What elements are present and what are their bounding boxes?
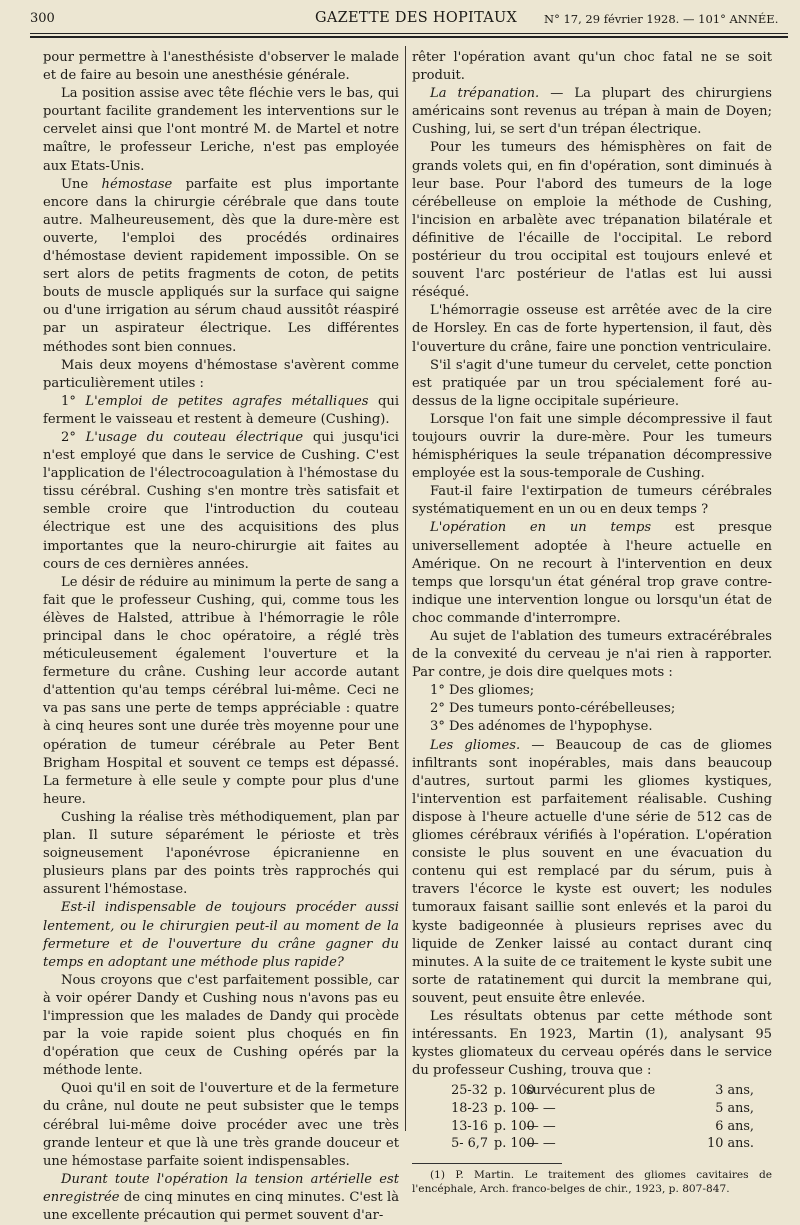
paragraph	[43, 429, 399, 574]
paragraph	[412, 483, 772, 519]
italic-text: hémostase	[101, 176, 173, 192]
table-cell-range: 18-23	[451, 1100, 488, 1116]
paragraph	[412, 302, 772, 356]
left-column	[43, 49, 399, 1225]
paragraph	[412, 737, 772, 1008]
text-run: Le désir de réduire au minimum la perte de sang a fait que le professeur Cushing, qui, comme tous les élèves de Halsted, attribue à l'hémorragie le rôle principal dans le choc opératoire, a réglé très méticuleusement également l'ouverture et la fermeture du crâne. Cushing leur accorde autant d'attention qu'au temps cérébral lui-même. Ceci ne va pas sans une perte de temps appréciable : quatre à cinq heures sont une durée très moyenne pour une opération de tumeur cérébrale au Peter Bent Brigham Hospital et souvent ce temps est dépassé. La fermeture à elle seule y compte pour plus d'une heure.	[43, 574, 399, 807]
paragraph	[412, 85, 772, 139]
italic-text: Les gliomes.	[430, 737, 521, 753]
text-run: qui jusqu'ici n'est employé que dans le service de Cushing. C'est l'application de l'électrocoagulation à l'hémostase du tissu cérébral. Cushing s'en montre très satisfait et semble croire que l'introduction du couteau électrique est une des acquisitions des plus importantes que la neuro-chirurgie ait faites au cours de ces dernières années.	[43, 429, 399, 572]
table-cell-range: 25-32	[451, 1083, 488, 1099]
column-divider	[405, 46, 406, 1131]
text-run: parfaite est plus importante encore dans la chirurgie cérébrale que dans toute autre. Malheureusement, dès que la dure-mère est ouverte, l'emploi des procédés ordinaires d'hémostase devient rapidement impossible. On se sert alors de petits fragments de coton, de petits bouts de muscle appliqués sur la surface qui saigne ou d'une irrigation au sérum chaud aussitôt réaspiré par un aspirateur électrique. Les différentes méthodes sont bien connues.	[43, 176, 399, 355]
text-run: La position assise avec tête fléchie vers le bas, qui pourtant facilite grandement les interventions sur le cervelet ainsi que l'ont montré M. de Martel et notre maître, le professeur Leriche, n'est pas employée aux Etats-Unis.	[43, 86, 399, 174]
text-run: S'il s'agit d'une tumeur du cervelet, cette ponction est pratiquée par un trou spécialement foré au-dessus de la ligne occipitale supérieure.	[412, 357, 772, 409]
text-run: Une	[61, 176, 102, 192]
paragraph	[412, 700, 772, 718]
paragraph	[43, 1171, 399, 1225]
text-run: 1°	[61, 393, 86, 409]
paragraph	[412, 49, 772, 85]
text-run: Les résultats obtenus par cette méthode sont intéressants. En 1923, Martin (1), analysant 95 kystes gliomateux du cerveau opérés dans le service du professeur Cushing, trouva que :	[412, 1008, 772, 1079]
table-cell-text: — —	[526, 1136, 556, 1152]
italic-text: La trépanation.	[430, 86, 540, 102]
journal-title: GAZETTE DES HOPITAUX	[315, 10, 518, 26]
footnote: (1) P. Martin. Le traitement des gliomes cavitaires de l'encéphale, Arch. franco-belges de chir., 1923, p. 807-847.	[412, 1168, 772, 1196]
table-cell-unit: p. 100	[494, 1083, 535, 1099]
survival-table	[438, 1082, 772, 1152]
paragraph	[43, 972, 399, 1081]
paragraph	[43, 809, 399, 899]
text-run: Quoi qu'il en soit de l'ouverture et de la fermeture du crâne, nul doute ne peut subsister que le temps cérébral lui-même doive procéder avec une très grande lenteur et que là une très grande douceur et une hémostase parfaite soient indispensables.	[43, 1081, 399, 1169]
table-cell-range: 13-16	[451, 1118, 488, 1134]
italic-text: Est-il indispensable de toujours procéder aussi lentement, ou le chirurgien peut-il au moment de la fermeture et de l'ouverture du crâne gagner du temps en adoptant une méthode plus rapide?	[43, 900, 399, 970]
text-run: 3° Des adénomes de l'hypophyse.	[430, 719, 653, 735]
text-run: de cinq minutes en cinq minutes. C'est là une excellente précaution qui permet souvent d'ar-	[43, 1189, 399, 1223]
text-run: rêter l'opération avant qu'un choc fatal ne se soit produit.	[412, 50, 772, 84]
paragraph	[412, 411, 772, 483]
text-run: — La plupart des chirurgiens américains sont revenus au trépan à main de Doyen; Cushing, lui, se sert d'un trépan électrique.	[412, 86, 772, 138]
paragraph	[43, 574, 399, 809]
text-run: qui ferment le vaisseau et restent à demeure (Cushing).	[43, 393, 400, 427]
italic-text: L'usage du couteau électrique	[85, 429, 304, 445]
footnote-rule	[412, 1163, 562, 1164]
text-run: pour permettre à l'anesthésiste d'observer le malade et de faire au besoin une anesthésie générale.	[43, 50, 399, 84]
text-run: Faut-il faire l'extirpation de tumeurs cérébrales systématiquement en un ou en deux temps ?	[412, 484, 772, 518]
paragraph	[412, 1008, 772, 1080]
paragraph	[43, 176, 399, 357]
running-head	[30, 8, 788, 30]
text-run: L'hémorragie osseuse est arrêtée avec de la cire de Horsley. En cas de forte hypertension, il faut, dès l'ouverture du crâne, faire une ponction ventriculaire.	[412, 303, 772, 355]
page-number: 300	[30, 11, 55, 26]
paragraph	[412, 628, 772, 682]
text-run: est presque universellement adoptée à l'heure actuelle en Amérique. On ne recourt à l'intervention en deux temps que lorsqu'un état général trop grave contre-indique une intervention longue ou lorsqu'un état de choc commande d'interrompre.	[412, 520, 772, 626]
text-run: Mais deux moyens d'hémostase s'avèrent comme particulièrement utiles :	[43, 357, 399, 391]
paragraph	[43, 899, 399, 971]
paragraph	[412, 519, 772, 628]
table-cell-unit: p. 100	[494, 1136, 535, 1152]
table-cell-range: 5- 6,7	[451, 1136, 488, 1152]
text-run: 2° Des tumeurs ponto-cérébelleuses;	[430, 701, 676, 717]
paragraph	[43, 49, 399, 85]
paragraph	[412, 718, 772, 736]
header-rule	[30, 33, 788, 34]
table-cell-unit: p. 100	[494, 1100, 535, 1116]
table-cell-text: survécurent plus de	[526, 1083, 656, 1099]
paragraph	[43, 393, 399, 429]
paragraph	[412, 357, 772, 411]
text-run: 1° Des gliomes;	[430, 683, 535, 699]
text-run: Pour les tumeurs des hémisphères on fait de grands volets qui, en fin d'opération, sont diminués à leur base. Pour l'abord des tumeurs de la loge cérébelleuse on emploie la méthode de Cushing, l'incision en arbalète avec trépanation bilatérale et définitive de l'écaille de l'occipital. Le rebord postérieur du trou occipital est toujours enlevé et souvent l'arc postérieur de l'atlas est lui aussi réséqué.	[412, 140, 772, 301]
italic-text: L'opération en un temps	[430, 520, 652, 536]
text-run: Cushing la réalise très méthodiquement, plan par plan. Il suture séparément le périoste et très soigneusement l'aponévrose épicranienne en plusieurs plans par des points très rapprochés qui assurent l'hémostase.	[43, 809, 399, 898]
table-cell-years: 6 ans,	[715, 1118, 754, 1134]
table-cell-years: 10 ans.	[707, 1136, 754, 1152]
table-cell-years: 3 ans,	[715, 1083, 754, 1099]
text-run: — Beaucoup de cas de gliomes infiltrants sont inopérables, mais dans beaucoup d'autres, surtout parmi les gliomes kystiques, l'intervention est parfaitement réalisable. Cushing dispose à l'heure actuelle d'une série de 512 cas de gliomes cérébraux vérifiés à l'opération. L'opération consiste le plus souvent en une évacuation du contenu qui est remplacé par du sérum, puis à travers l'écorce le kyste est ouvert; les nodules tumoraux faisant saillie sont enlevés et la paroi du kyste badigeonnée à plusieurs reprises avec du liquide de Zenker laissé au contact durant cinq minutes. A la suite de ce traitement le kyste subit une sorte de ratatinement qui durcit la membrane qui, souvent, peut ensuite être enlevée.	[412, 737, 772, 1006]
paragraph	[43, 85, 399, 175]
text-run: Nous croyons que c'est parfaitement possible, car à voir opérer Dandy et Cushing nous n'avons pas eu l'impression que les malades de Dandy qui procède par la voie rapide soient plus choqués en fin d'opération que ceux de Cushing opérés par la méthode lente.	[43, 972, 399, 1079]
paragraph	[412, 682, 772, 700]
right-column-body	[412, 49, 772, 1080]
header-rule-thick	[30, 36, 788, 38]
italic-text: L'emploi de petites agrafes métalliques	[85, 393, 369, 409]
table-cell-unit: p. 100	[494, 1118, 535, 1134]
right-column	[412, 49, 772, 1197]
paragraph	[43, 357, 399, 393]
paragraph	[43, 1080, 399, 1170]
table-cell-years: 5 ans,	[715, 1100, 754, 1116]
paragraph	[412, 139, 772, 302]
table-cell-text: — —	[526, 1100, 556, 1116]
text-run: Au sujet de l'ablation des tumeurs extracérébrales de la convexité du cerveau je n'ai rien à rapporter. Par contre, je dois dire quelques mots :	[412, 629, 772, 681]
text-run: 2°	[61, 429, 86, 445]
table-cell-text: — —	[526, 1118, 556, 1134]
issue-info: N° 17, 29 février 1928. — 101° ANNÉE.	[544, 12, 779, 26]
text-run: Lorsque l'on fait une simple décompressive il faut toujours ouvrir la dure-mère. Pour les tumeurs hémisphériques la seule trépanation décompressive employée est la sous-temporale de Cushing.	[412, 411, 772, 482]
italic-text: Durant toute l'opération la tension artérielle est enregistrée	[43, 1171, 399, 1205]
